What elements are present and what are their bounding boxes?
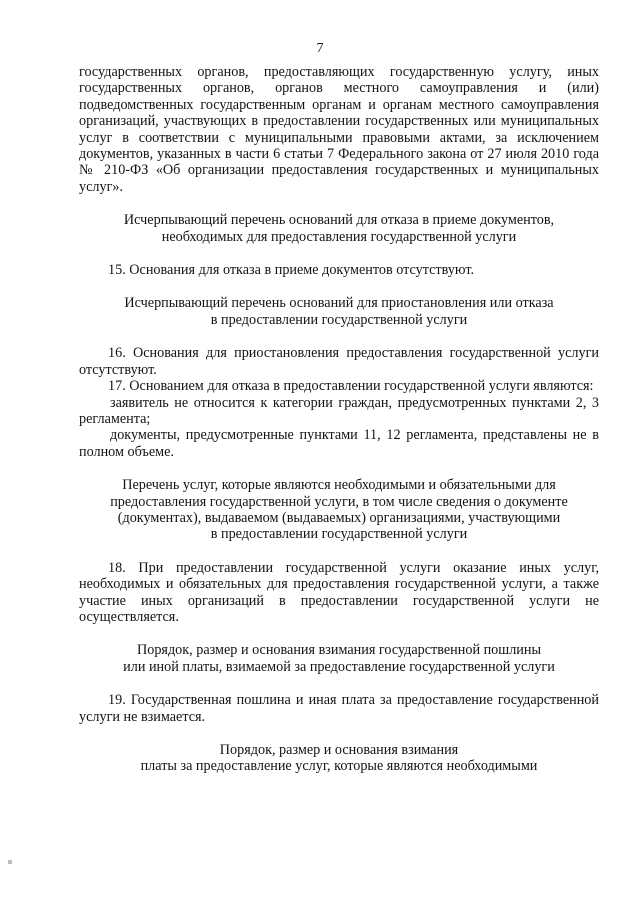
heading-necessary-services (79, 477, 599, 543)
heading-line: в предоставлении государственной услуги (210, 311, 468, 328)
heading-line: Исчерпывающий перечень оснований для отказа в приеме документов, (123, 212, 555, 229)
heading-line: Исчерпывающий перечень оснований для приостановления или отказа (124, 295, 554, 312)
page-number: 7 (316, 41, 324, 56)
scan-speck (8, 860, 12, 864)
heading-line: платы за предоставление услуг, которые являются необходимыми (140, 758, 538, 775)
heading-line: Порядок, размер и основания взимания (219, 742, 459, 758)
item-19: 19. Государственная пошлина и иная плата за предоставление государственной услуги не взимается. (79, 692, 599, 725)
heading-refusal-acceptance (79, 212, 599, 245)
item-15: 15. Основания для отказа в приеме документов отсутствуют. (108, 262, 475, 279)
item-16: 16. Основания для приостановления предоставления государственной услуги отсутствуют. (79, 345, 599, 378)
heading-line: предоставления государственной услуги, в том числе сведения о документе (110, 493, 568, 510)
heading-line: (документах), выдаваемом (выдаваемых) организациями, участвующими (117, 509, 561, 526)
heading-line: в предоставлении государственной услуги (210, 526, 468, 543)
item-17: 17. Основанием для отказа в предоставлении государственной услуги являются: (108, 378, 594, 395)
item-17-sub-2: документы, предусмотренные пунктами 11, 12 регламента, представлены не в полном объеме. (79, 427, 599, 460)
intro-paragraph: государственных органов, предоставляющих государственную услугу, иных государственных органов, органов местного самоуправления и (или) подведомственных государственным органам и органам местного самоуправления организаций, участвующих в предоставлении государственных или муниципальных услуг в соответствии с муниципальными правовыми актами, за исключением документов, указанных в части 6 статьи 7 Федерального закона от 27 июля 2010 года № 210-ФЗ «Об организации предоставления государственных и муниципальных услуг». (79, 64, 599, 195)
heading-line: или иной платы, взимаемой за предоставление государственной услуги (123, 658, 555, 675)
item-18: 18. При предоставлении государственной услуги оказание иных услуг, необходимых и обязательных для предоставления государственной услуги, а также участие иных организаций в предоставлении государственной услуги не осуществляется. (79, 559, 599, 625)
heading-line: необходимых для предоставления государственной услуги (161, 228, 517, 245)
item-17-sub-1: заявитель не относится к категории граждан, предусмотренных пунктами 2, 3 регламента; (79, 394, 599, 427)
heading-suspension (79, 295, 599, 328)
heading-line: Порядок, размер и основания взимания государственной пошлины (136, 642, 541, 659)
heading-fee (79, 642, 599, 675)
heading-payment (79, 742, 599, 775)
heading-line: Перечень услуг, которые являются необходимыми и обязательными для (122, 477, 556, 494)
document-body (79, 64, 599, 775)
